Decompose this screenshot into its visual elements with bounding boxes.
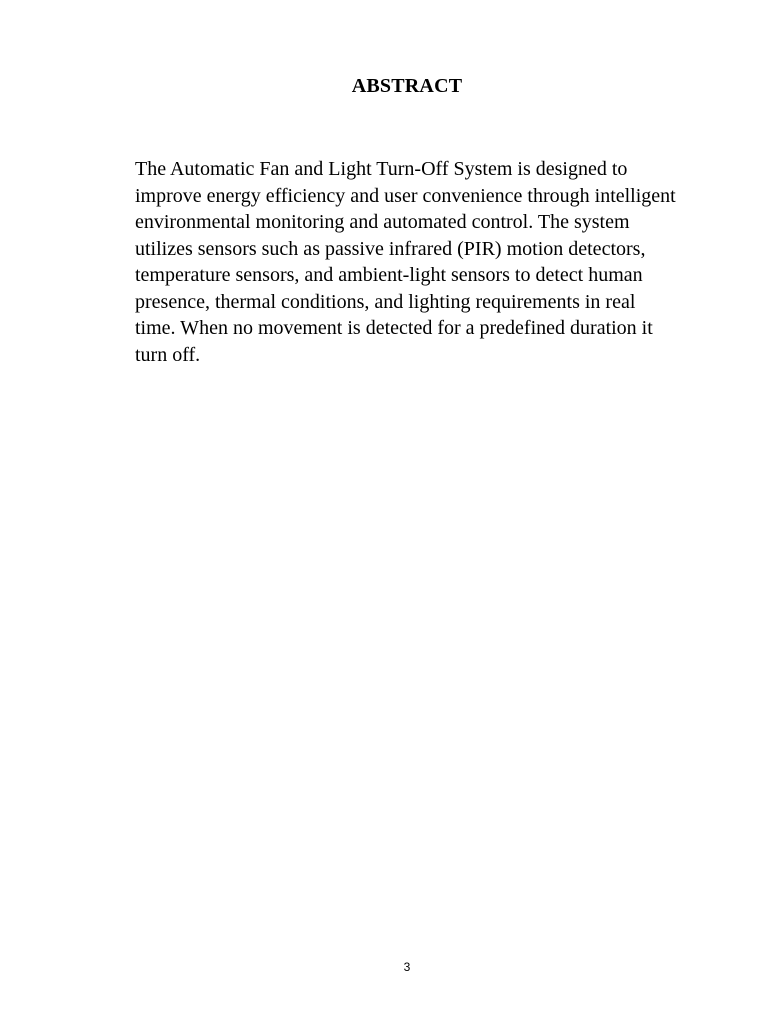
abstract-line: temperature sensors, and ambient-light sensors to detect human [135,264,643,286]
abstract-line: turn off. [135,343,201,366]
abstract-heading: ABSTRACT [351,75,463,97]
abstract-paragraph [135,156,695,368]
abstract-line: utilizes sensors such as passive infrared (PIR) motion detectors, [135,237,646,260]
page-number: 3 [403,960,411,974]
abstract-line: The Automatic Fan and Light Turn-Off System is designed to [135,158,628,180]
abstract-line: improve energy efficiency and user convenience through intelligent [135,184,676,207]
abstract-line: time. When no movement is detected for a predefined duration it [135,317,653,339]
abstract-line: presence, thermal conditions, and lighting requirements in real [135,290,636,313]
abstract-line: environmental monitoring and automated control. The system [135,211,630,233]
